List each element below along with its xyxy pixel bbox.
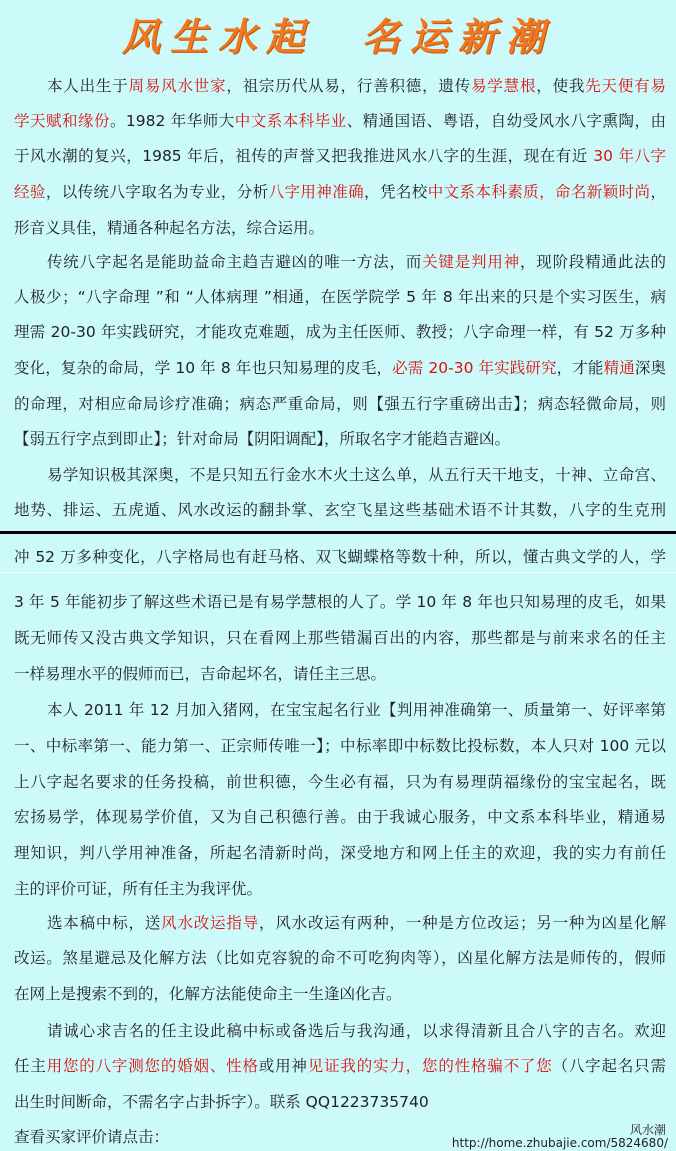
text-span: 任主 (14, 1057, 47, 1075)
text-span: ， (650, 183, 666, 201)
text-span: 传统八字起名是能助益命主趋吉避凶的唯一方法，而 (47, 253, 423, 271)
text-span: 宏扬易学，体现易学价值，又为自己积德行善。由于我诚心服务，中文系本科毕业，精通易 (14, 808, 666, 826)
highlighted-text: 关键是判用神 (422, 253, 520, 271)
text-line (14, 946, 666, 970)
text-span: 本人出生于 (47, 77, 129, 95)
text-span: ，才能 (556, 359, 604, 377)
text-span: 主的评价可证，所有任主为我评优。 (14, 880, 263, 898)
text-span: 形音义具佳，精通各种起名方法，综合运用。 (14, 219, 325, 237)
text-line (14, 805, 666, 829)
text-line (14, 109, 666, 133)
text-line (14, 392, 666, 416)
text-span: 改运。煞星避忌及化解方法（比如克容貌的命不可吃狗肉等），凶星化解方法是师传的，假师 (14, 949, 666, 967)
text-span: 。1982 年华师大 (109, 112, 235, 130)
text-line (14, 626, 666, 650)
text-line (14, 877, 666, 901)
highlighted-text: 经验 (14, 183, 46, 201)
text-line (47, 74, 666, 98)
text-span: ，祖宗历代从易，行善积德，遗传 (226, 77, 472, 95)
highlighted-text: 学天赋和缘份 (14, 112, 110, 130)
text-span: ，现阶段精通此法的 (519, 253, 666, 271)
text-span: 人极少；“八字命理 ”和 “人体病理 ”相通，在医学院学 5 年 8 年出来的只是个实习医生，病 (14, 288, 666, 306)
text-span: 既无师传又没古典文学知识，只在看网上那些错漏百出的内容，那些都是与前来求名的任主 (14, 629, 666, 647)
text-line (14, 841, 666, 865)
text-line (14, 982, 666, 1006)
text-line (47, 463, 666, 487)
highlighted-text: 精通 (603, 359, 635, 377)
text-span: 选本稿中标，送 (47, 914, 162, 932)
text-line (14, 734, 666, 758)
text-line (14, 356, 666, 380)
text-span: 理知识，判八学用神准备，所起名清新时尚，深受地方和网上任主的欢迎，我的实力有前任 (14, 844, 666, 862)
text-span: 上八字起名要求的任务投稿，前世积德，今生必有福，只为有易理荫福缘份的宝宝起名，既 (14, 773, 666, 791)
watermark-url: http://home.zhubajie.com/5824680/ (451, 1136, 668, 1150)
text-span: 冲 52 万多种变化，八字格局也有赶马格、双飞蝴蝶格等数十种，所以，懂古典文学的人，学 (14, 548, 666, 566)
text-line (14, 285, 666, 309)
text-line (14, 590, 666, 614)
text-span: 深奥 (634, 359, 666, 377)
text-span: 变化，复杂的命局，学 10 年 8 年也只知易理的皮毛， (14, 359, 393, 377)
text-span: 的命理，对相应命局诊疗准确；病态严重命局，则【强五行字重磅出击】；病态轻微命局，则 (14, 395, 666, 413)
text-span: ，使我 (536, 77, 586, 95)
highlighted-text: 易学慧根 (471, 77, 537, 95)
faint-divider (0, 572, 676, 573)
watermark-name: 风水潮 (629, 1123, 666, 1137)
text-span: 查看买家评价请点击： (14, 1128, 170, 1146)
text-span: 本人 2011 年 12 月加入猪网，在宝宝起名行业【判用神准确第一、质量第一、好评率第 (47, 701, 666, 719)
text-line (14, 180, 666, 204)
text-span: 3 年 5 年能初步了解这些术语已是有易学慧根的人了。学 10 年 8 年也只知易理的皮毛，如果 (14, 593, 666, 611)
text-span: 或用神 (258, 1057, 308, 1075)
highlighted-text: 中文系本科素质，命名新颖时尚 (427, 183, 651, 201)
text-line (47, 911, 666, 935)
highlighted-text: 八字用神准确 (268, 183, 365, 201)
text-line (14, 1090, 666, 1114)
text-span: 地势、排运、五虎遁、风水改运的翻卦掌、玄空飞星这些基础术语不计其数，八字的生克刑 (14, 501, 666, 519)
highlighted-text: 先天便有易 (585, 77, 666, 95)
text-span: （八字起名只需 (552, 1057, 666, 1075)
text-span: 出生时间断命，不需名字占卦拆字）。联系 QQ1223735740 (14, 1093, 429, 1111)
text-span: ，以传统八字取名为专业，分析 (45, 183, 269, 201)
text-span: 【弱五行字点到即止】；针对命局【阴阳调配】，所取名字才能趋吉避凶。 (14, 430, 511, 448)
page-title: 风生水起 名运新潮 (121, 14, 554, 59)
text-line (14, 662, 666, 686)
text-span: ，凭名校 (364, 183, 428, 201)
text-line (14, 545, 666, 569)
text-span: 一、中标率第一、能力第一、正宗师传唯一】；中标率即中标数比投标数，本人只对 100 元以 (14, 737, 666, 755)
text-line (47, 1019, 666, 1043)
highlighted-text: 用您的八字测您的婚姻、性格 (46, 1057, 259, 1075)
text-line (47, 250, 666, 274)
highlighted-text: 必需 20-30 年实践研究 (392, 359, 557, 377)
text-span: 一样易理水平的假师而已，吉命起坏名，请任主三思。 (14, 665, 387, 683)
highlighted-text: 周易风水世家 (128, 77, 227, 95)
text-span: 于风水潮的复兴，1985 年后，祖传的声誉又把我推进风水八字的生涯，现在有近 (14, 147, 594, 165)
highlighted-text: 中文系本科毕业 (234, 112, 347, 130)
text-span: 、精通国语、粤语，自幼受风水八字熏陶，由 (346, 112, 666, 130)
text-line (14, 498, 666, 522)
text-span: 在网上是搜索不到的，化解方法能使命主一生逢凶化吉。 (14, 985, 402, 1003)
text-line (14, 144, 666, 168)
text-line (14, 1054, 666, 1078)
text-line (14, 320, 666, 344)
highlighted-text: 30 年八字 (593, 147, 666, 165)
text-line (14, 216, 666, 240)
text-line (14, 770, 666, 794)
highlighted-text: 风水改运指导 (161, 914, 260, 932)
text-span: 理需 20-30 年实践研究，才能攻克难题，成为主任医师、教授；八字命理一样，有 52 万多种 (14, 323, 666, 341)
text-span: 易学知识极其深奥，不是只知五行金水木火土这么单，从五行天干地支，十神、立命宫、 (47, 466, 666, 484)
text-line (14, 427, 666, 451)
divider (0, 531, 676, 534)
text-line (47, 698, 666, 722)
highlighted-text: 见证我的实力，您的性格骗不了您 (307, 1057, 553, 1075)
text-span: ，风水改运有两种，一种是方位改运；另一种为凶星化解 (259, 914, 666, 932)
text-span: 请诚心求吉名的任主设此稿中标或备选后与我沟通，以求得清新且合八字的吉名。欢迎 (47, 1022, 666, 1040)
